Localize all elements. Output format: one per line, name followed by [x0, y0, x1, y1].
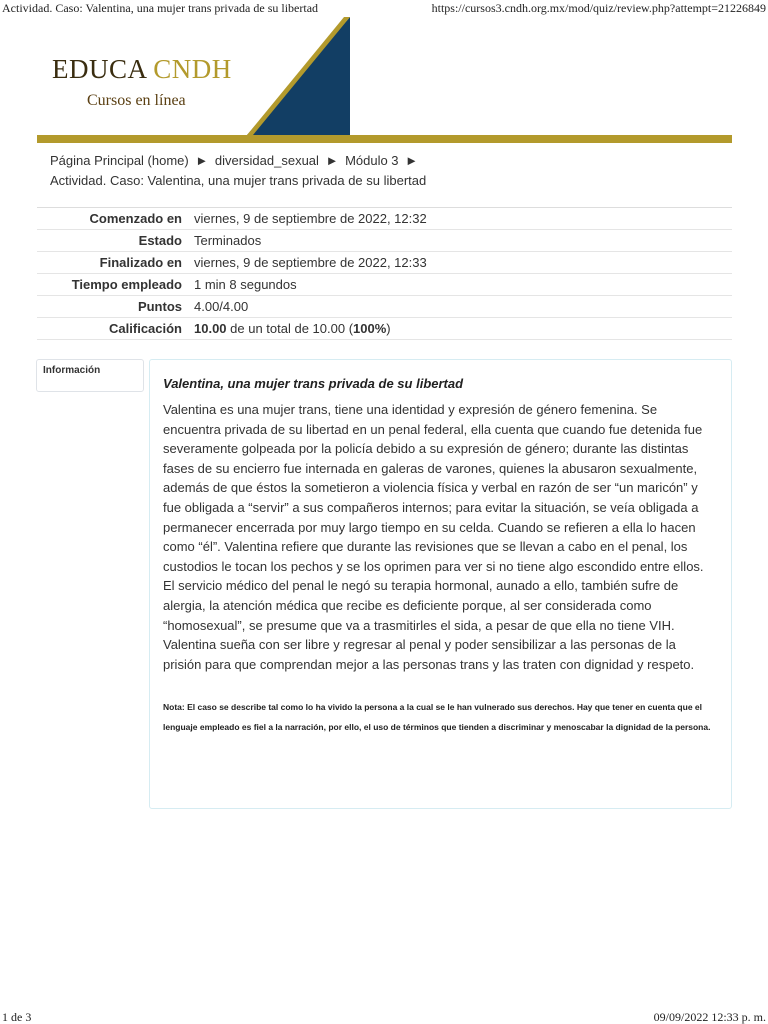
attempt-summary-table — [37, 207, 732, 340]
breadcrumb-course[interactable]: diversidad_sexual — [214, 153, 319, 168]
grade-percent: 100% — [353, 321, 387, 336]
breadcrumb-module[interactable]: Módulo 3 — [345, 153, 399, 168]
summary-row — [37, 208, 732, 230]
summary-label: Estado — [138, 233, 182, 248]
question-note: Nota: El caso se describe tal como lo ha vivido la persona a la cual se le han vulnerado sus derechos. Hay que tener en cuenta que el lenguaje empleado es fiel a la narración, por ello, el uso de términos que tienden a discriminar y menoscabar la dignidad de la persona. — [163, 702, 711, 732]
summary-label: Comenzado en — [89, 211, 182, 226]
breadcrumb-current[interactable]: Actividad. Caso: Valentina, una mujer trans privada de su libertad — [50, 173, 427, 188]
breadcrumb-separator-icon: ► — [325, 153, 339, 168]
grade-value — [182, 321, 391, 336]
summary-row — [37, 252, 732, 274]
header-divider — [37, 135, 732, 143]
summary-label: Finalizado en — [99, 255, 182, 270]
summary-value: 1 min 8 segundos — [194, 277, 297, 292]
question-title: Valentina, una mujer trans privada de su libertad — [163, 376, 464, 391]
breadcrumb-home[interactable]: Página Principal (home) — [50, 153, 189, 168]
print-header-title: Actividad. Caso: Valentina, una mujer trans privada de su libertad — [2, 1, 319, 15]
summary-value: 4.00/4.00 — [194, 299, 249, 314]
question-content — [149, 359, 732, 809]
summary-label: Calificación — [109, 321, 182, 336]
summary-value: Terminados — [194, 233, 262, 248]
print-footer-datetime: 09/09/2022 12:33 p. m. — [653, 1010, 766, 1024]
info-label: Información — [43, 365, 101, 376]
summary-row-grade — [37, 318, 732, 340]
brand-educa: EDUCA — [52, 54, 147, 84]
breadcrumb-separator-icon: ► — [405, 153, 419, 168]
info-panel — [36, 359, 144, 392]
brand-subtitle: Cursos en línea — [87, 92, 186, 109]
summary-value: viernes, 9 de septiembre de 2022, 12:33 — [194, 255, 427, 270]
print-footer-page: 1 de 3 — [2, 1010, 32, 1024]
summary-value: viernes, 9 de septiembre de 2022, 12:32 — [194, 211, 427, 226]
breadcrumb-separator-icon: ► — [195, 153, 209, 168]
summary-label: Puntos — [137, 299, 182, 314]
grade-close: ) — [386, 321, 391, 336]
summary-row — [37, 230, 732, 252]
brand-cndh: CNDH — [153, 54, 232, 84]
print-header-url: https://cursos3.cndh.org.mx/mod/quiz/review.php?attempt=21226849 — [431, 1, 766, 15]
summary-row — [37, 296, 732, 318]
grade-score: 10.00 — [194, 321, 227, 336]
question-text: Valentina es una mujer trans, tiene una identidad y expresión de género femenina. Se encuentra privada de su libertad en un penal federal, ella cuenta que cuando fue detenida fue severamente golpeada por la policía debido a su expresión de género; durante las distintas fases de su encierro fue internada en galeras de varones, quienes la abusaron sexualmente, además de que éstos la sometieron a violencia física y verbal en razón de ser “un maricón” y fue obligada a “servir” a sus compañeros internos; para evitar la situación, se veía obligada a permanecer encerrada por muy largo tiempo en su celda. Cuando se refieren a ella lo hacen como “él”. Valentina refiere que durante las revisiones que se llevan a cabo en el penal, los custodios le tocan los pechos y se los oprimen para ver si no tiene algo escondido entre ellos. El servicio médico del penal le negó su terapia hormonal, aunado a ello, también sufre de alergia, la atención médica que recibe es deficiente porque, al ser considerada como “homosexual”, se presume que va a trasmitirles el sida, a pesar de que ella no tiene VIH. Valentina sueña con ser libre y regresar al penal y poder sensibilizar a las personas de la prisión para que comprendan mejor a las personas trans y las traten con dignidad y respeto. — [163, 402, 704, 672]
summary-label: Tiempo empleado — [71, 277, 182, 292]
breadcrumb — [50, 151, 720, 191]
grade-total: de un total de 10.00 ( — [226, 321, 354, 336]
summary-row — [37, 274, 732, 296]
site-header — [37, 17, 732, 135]
brand-logo-text[interactable] — [52, 54, 232, 85]
logo-triangle-icon — [247, 17, 350, 135]
